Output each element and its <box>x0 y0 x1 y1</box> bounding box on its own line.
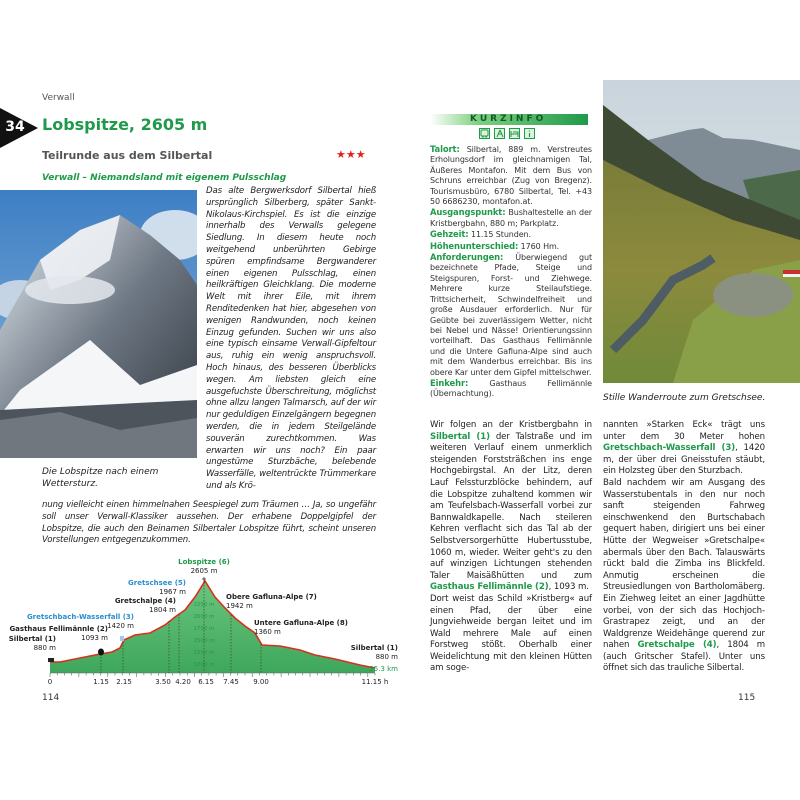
difficulty-rating: ★★★ <box>336 148 366 161</box>
route-text: Wir folgen an der Kristbergbahn in <box>430 420 592 430</box>
time-8: 11.15 h <box>361 678 389 686</box>
wp-9-elev: 880 m <box>375 653 398 661</box>
kurzinfo-value-ausgangspunkt: Bushaltestelle an der Kristbergbahn, 880 m; Parkplatz. <box>430 208 592 228</box>
gretschsee-route-photo <box>603 80 800 383</box>
route-text: Bald nachdem wir am Ausgang des Wasserstubentals in den nur noch sanft steigenden Fahrweg einschwenkend den Burtschabach gequert haben, dirigiert uns bei einer Hütte der Wegweiser »Gretschalpe« abermals über den Bach. Talauswärts rückt bald die Zimba ins Blickfeld. Anmutig erscheinen die Streusiedlungen von Bartholomäberg. Ein Ziehweg leitet an einer Jagdhütte vorbei, von der sich das Hochjoch-Grastrapez zeigt, und an der Waldgrenze Weidehänge querend zur nahen <box>603 477 765 651</box>
intro-text-full-width: nung vielleicht einen himmelnahen Seespiegel zum Träumen … Ja, so ungefähr soll unser Verwall-Klassiker aussehen. Der erhabene Doppelgipfel der Lobspitze, die auch den Beinamen Silbertaler Lobspitze führt, scheint unseren Vorstellungen entgegenzukommen. <box>42 500 376 546</box>
page-number-left: 114 <box>42 693 60 703</box>
wp-6-elev: 2605 m <box>190 567 218 575</box>
waypoint-gretschbach-wasserfall: Gretschbach-Wasserfall (3) <box>603 443 736 454</box>
waypoint-gretschalpe: Gretschalpe (4) <box>637 640 717 651</box>
kurzinfo-key-anforderungen: Anforderungen: <box>430 252 504 263</box>
lead-heading: Verwall – Niemandsland mit eigenem Pulsschlag <box>42 173 287 183</box>
wp-4-name: Gretschalpe (4) <box>114 597 176 605</box>
route-text-column-1 <box>430 420 592 675</box>
wp-1-name: Silbertal (1) <box>8 635 56 643</box>
time-0: 0 <box>47 678 53 686</box>
time-4: 4.20 <box>175 678 191 686</box>
info-icon <box>524 128 535 139</box>
intro-text-column: Das alte Bergwerksdorf Silbertal hieß ursprünglich Silberberg, später Sankt-Nikolaus-Kirchspiel. Es ist die einzige innerhalb des Verwalls gelegene Siedlung. In diesem heute noch weitgehend unberührten Gebirge spüren empfindsame Bergwanderer einen eigenen Pulsschlag, einen heilkräftigen Gleichklang. Die moderne Welt mit ihrer Eile, mit ihrem Renditedenken hat hier, abgesehen von wenigen Randwunden, noch keinen Einzug gefunden. Suchen wir uns also eine typisch einsame Verwall-Gipfeltour aus, ruhig ein wenig anspruchsvoll. Hoch hinaus, des besseren Überblicks wegen. Am liebsten gleich eine ausgefuchste Überschreitung, möglichst ohne allzu langen Talmarsch, auf der wir nur geduldigen Einzelgängern begegnen werden, die in jedem Steilgelände souverän zurechtkommen. Was erwarten wir uns noch? Ein paar ungestüme Sturzbäche, belebende Wasserfälle, weltentrückte Trümmerkare und als Krö- <box>206 186 376 491</box>
wp-8-name: Untere Gafluna-Alpe (8) <box>254 619 348 627</box>
hiking-icon <box>494 128 505 139</box>
kurzinfo-value-einkehr: Gasthaus Fellimännle (Übernachtung). <box>430 378 592 399</box>
kurzinfo-key-hoehenunterschied: Höhenunterschied: <box>430 240 519 251</box>
wp-6-name: Lobspitze (6) <box>178 558 230 566</box>
time-3: 3.50 <box>155 678 171 686</box>
waypoint-gasthaus-fellimaennle: Gasthaus Fellimännle (2) <box>430 582 549 593</box>
time-5: 6.15 <box>198 678 214 686</box>
kurzinfo-value-talort: Silbertal, 889 m. Verstreutes Erholungsdorf im gleichnamigen Tal, Äußeres Montafon. Mit dem Bus von Schruns erreichbar (Zug von Bregenz). Tourismusbüro, 6780 Silbertal, Tel. +43 50 6686230, montafon.at. <box>430 145 592 207</box>
wp-7-name: Obere Gafluna-Alpe (7) <box>226 593 317 601</box>
kurzinfo-value-hoehenunterschied: 1760 Hm. <box>520 241 560 251</box>
page-number-right: 115 <box>738 693 756 703</box>
wp-9-name: Silbertal (1) <box>350 644 398 652</box>
wp-3-elev: 1420 m <box>107 622 134 630</box>
wp-5-elev: 1967 m <box>159 588 186 596</box>
kurzinfo-icons <box>479 128 535 139</box>
route-text: Dort weist das Schild »Kristberg« auf einen Pfad, der über eine Jungviehweide bergan leitet und im Wald mehrere Male auf einen Forstweg stößt. Oberhalb einer Weidelichtung mit den kleinen Hütten am soge- <box>430 593 592 674</box>
alt-1250: 1250 m <box>193 650 215 656</box>
alt-2250: 2250 m <box>193 602 215 608</box>
kurzinfo-key-gehzeit: Gehzeit: <box>430 229 469 240</box>
bed-icon <box>509 128 520 139</box>
kurzinfo-title: KURZINFO <box>470 114 547 124</box>
photo-caption-left: Die Lobspitze nach einem Wettersturz. <box>42 467 159 489</box>
alt-2000: 2000 m <box>193 614 215 620</box>
page-title: Lobspitze, 2605 m <box>42 115 208 134</box>
wp-3-name: Gretschbach-Wasserfall (3) <box>26 613 134 621</box>
photo-caption-right: Stille Wanderroute zum Gretschsee. <box>603 393 766 403</box>
wp-7-elev: 1942 m <box>226 602 253 610</box>
route-text: , 1420 m, der über drei Gneisstufen stäubt, ein Holzsteg über den Sturzbach. <box>603 443 765 477</box>
wp-1-elev: 880 m <box>33 644 56 652</box>
elevation-profile-chart <box>0 555 400 690</box>
bus-icon <box>479 128 490 139</box>
route-text: , 1804 m (auch Gritscher Stafel). Unter uns öffnet sich das trauliche Silbertal. <box>603 640 766 674</box>
region-label: Verwall <box>42 93 75 103</box>
waypoint-silbertal: Silbertal (1) <box>430 431 490 442</box>
distance-label: 25.3 km <box>369 665 398 673</box>
alt-1500: 1500 m <box>193 638 215 644</box>
lobspitze-photo <box>0 190 197 458</box>
time-7: 9.00 <box>253 678 269 686</box>
route-text: nannten »Starken Eck« trägt uns unter dem 30 Meter hohen <box>603 420 765 442</box>
tour-subtitle: Teilrunde aus dem Silbertal <box>42 149 213 162</box>
alt-1750: 1750 m <box>193 626 215 632</box>
route-text: der Talstraße und im weiteren Verlauf einem unmerklich steigenden Forststräßchen ins enge Hochgebirgstal. An der Litz, deren Lauf Felssturzblöcke behindern, auf die Lobspitze zuhaltend kommen wir am Teufelsbach-Wasserfall vorbei zur Bannwaldkapelle. Nach steileren Kehren verflacht sich das Tal ab der Selbstversorgerhütte Hubertusstube, 1060 m, wieder. Weiter geht's zu den auf winzigen Lichtungen stehenden Taler Maisäßhütten und zum <box>430 431 592 581</box>
wp-8-elev: 1360 m <box>254 628 281 636</box>
wp-4-elev: 1804 m <box>149 606 176 614</box>
gasthaus-marker-icon <box>98 649 104 656</box>
kurzinfo-value-anforderungen: Überwiegend gut bezeichnete Pfade, Steige und Steigspuren, Forst- und Ziehwege. Mehrere kurze Steilaufstiege. Trittsicherheit, Schwindelfreiheit und große Ausdauer erforderlich. Nur für Geübte bei zuverlässigem Wetter, nicht bei Nebel und Nässe! Orientierungssinn vorteilhaft. Das Gasthaus Fellimännle und die Untere Gafluna-Alpe sind auch mit dem Wanderbus erreichbar. Bis ins obere Kar unter dem Gipfel mittelschwer. <box>430 253 592 377</box>
kurzinfo-key-ausgangspunkt: Ausgangspunkt: <box>430 207 506 218</box>
wp-2-name: Gasthaus Fellimännle (2) <box>9 625 108 633</box>
tour-number: 34 <box>5 119 25 135</box>
time-6: 7.45 <box>223 678 239 686</box>
start-marker-icon <box>48 658 54 662</box>
time-1: 1.15 <box>93 678 109 686</box>
wp-5-name: Gretschsee (5) <box>128 579 186 587</box>
alt-1000: 1000 m <box>193 662 215 668</box>
kurzinfo-key-einkehr: Einkehr: <box>430 377 469 388</box>
waterfall-marker-icon <box>120 636 124 641</box>
route-text: , 1093 m. <box>548 582 589 593</box>
kurzinfo-box <box>430 144 592 400</box>
time-2: 2.15 <box>116 678 132 686</box>
kurzinfo-value-gehzeit: 11.15 Stunden. <box>470 230 531 240</box>
wp-2-elev: 1093 m <box>81 634 108 642</box>
kurzinfo-key-talort: Talort: <box>430 144 460 154</box>
route-text-column-2 <box>603 420 765 675</box>
